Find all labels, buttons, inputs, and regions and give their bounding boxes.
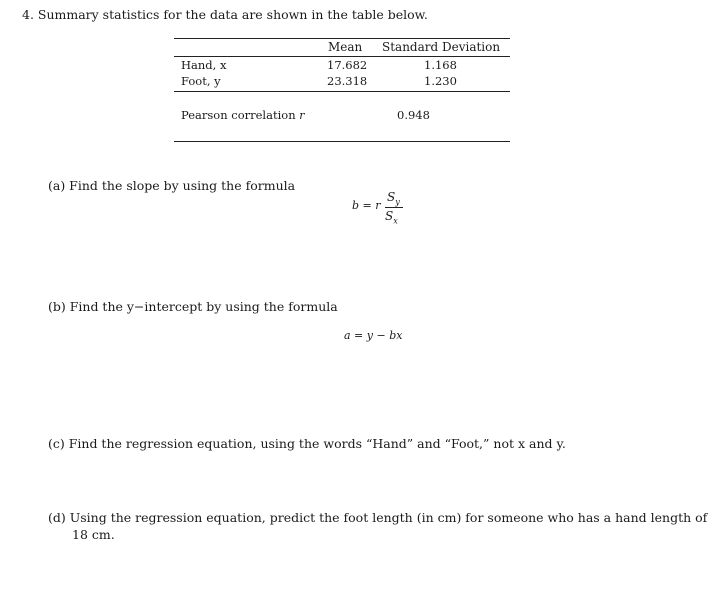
header-mean: Mean [328, 40, 363, 54]
row-mean-hand: 17.682 [327, 58, 368, 72]
table-top-rule [174, 38, 510, 39]
slope-numerator: $S_y$ [387, 190, 400, 207]
part-c-text: (c) Find the regression equation, using the words “Hand” and “Foot,” not x and y. [48, 436, 566, 451]
part-a-text: (a) Find the slope by using the formula [48, 178, 296, 193]
table-bottom-rule [174, 141, 510, 142]
table-middle-rule [174, 91, 510, 92]
correlation-label [181, 108, 305, 122]
slope-formula [352, 190, 410, 230]
intercept-formula: a = y − bx [344, 329, 403, 342]
part-b-text: (b) Find the y−intercept by using the formula [48, 299, 338, 314]
row-mean-foot: 23.318 [327, 74, 368, 88]
part-d-text-line1: (d) Using the regression equation, predict the foot length (in cm) for someone who has a hand length of [48, 510, 708, 525]
row-label-foot: Foot, y [181, 74, 221, 88]
row-sd-foot: 1.230 [424, 74, 457, 88]
fraction-bar [385, 207, 403, 208]
slope-formula-lhs: b = r [352, 199, 381, 212]
question-title: 4. Summary statistics for the data are shown in the table below. [22, 7, 428, 22]
correlation-value: 0.948 [397, 108, 430, 122]
row-label-hand: Hand, x [181, 58, 227, 72]
correlation-text: Pearson correlation [181, 108, 296, 122]
table-header-rule [174, 56, 510, 57]
slope-denominator: $S_x$ [385, 209, 398, 226]
header-sd: Standard Deviation [382, 40, 501, 54]
row-sd-hand: 1.168 [424, 58, 457, 72]
part-d-text-line2: 18 cm. [72, 527, 115, 542]
correlation-symbol: r [299, 109, 305, 122]
